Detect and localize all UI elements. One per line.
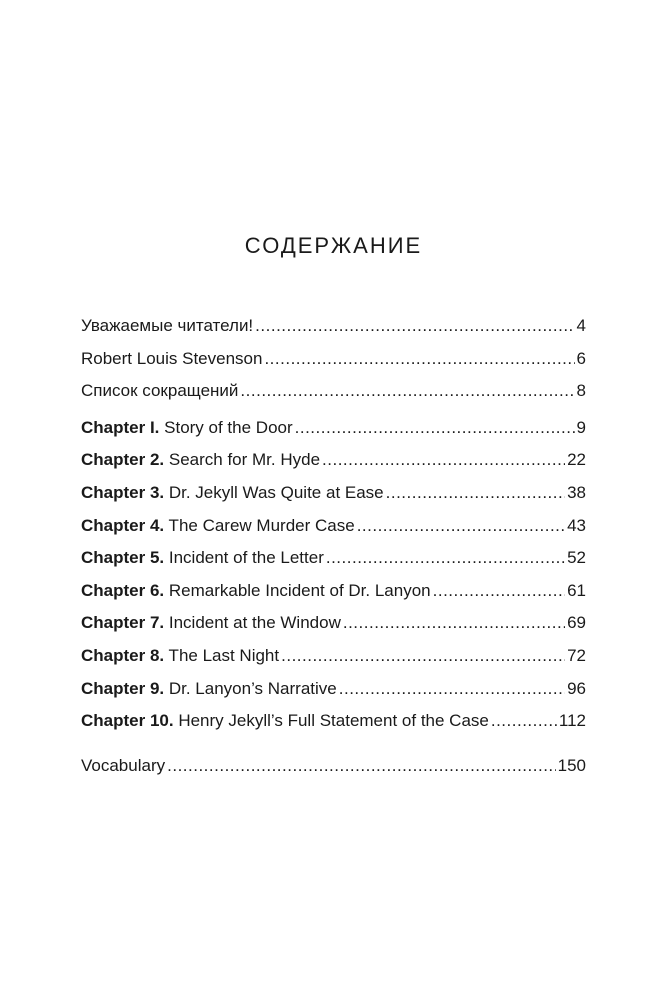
- page-number: 72: [567, 645, 586, 665]
- toc-entry-text: [81, 417, 293, 439]
- page-number: 38: [567, 482, 586, 502]
- toc-entry: [81, 348, 586, 381]
- dot-leader: [167, 755, 556, 777]
- toc-entry-text: [81, 645, 279, 667]
- toc-entry-text: [81, 612, 341, 634]
- entry-title: Dr. Lanyon’s Narrative: [164, 678, 337, 698]
- toc-entry: [81, 678, 586, 711]
- dot-leader: [343, 612, 565, 634]
- dot-leader: [433, 580, 565, 602]
- toc-entry: [81, 515, 586, 548]
- toc-entry-text: [81, 755, 165, 777]
- toc-entry: [81, 380, 586, 413]
- entry-title: Vocabulary: [81, 755, 166, 775]
- dot-leader: [357, 515, 565, 537]
- chapter-label: Chapter 3.: [81, 482, 165, 502]
- dot-leader: [255, 315, 574, 337]
- toc-entry: [81, 710, 586, 743]
- toc-entry: [81, 755, 586, 788]
- entry-title: The Carew Murder Case: [164, 515, 355, 535]
- dot-leader: [339, 678, 565, 700]
- page-number: 61: [567, 580, 586, 600]
- chapter-label: Chapter 4.: [81, 515, 165, 535]
- chapter-label: Chapter 7.: [81, 613, 165, 633]
- entry-title: Search for Mr. Hyde: [164, 450, 321, 470]
- toc-title: СОДЕРЖАНИЕ: [244, 233, 423, 258]
- entry-title: Henry Jekyll’s Full Statement of the Case: [173, 711, 489, 731]
- chapter-label: Chapter 5.: [81, 548, 165, 568]
- toc-entry-text: [81, 348, 262, 370]
- page-number: 96: [567, 678, 586, 698]
- toc-entry-text: [81, 547, 324, 569]
- toc-list: [81, 315, 586, 787]
- toc-entry-text: [81, 380, 238, 402]
- toc-entry: [81, 482, 586, 515]
- toc-entry: [81, 645, 586, 678]
- entry-title: Robert Louis Stevenson: [81, 348, 263, 368]
- toc-entry-text: [81, 515, 355, 537]
- page-number: 150: [557, 755, 586, 775]
- dot-leader: [264, 348, 574, 370]
- toc-entry-text: [81, 580, 431, 602]
- chapter-label: Chapter 10.: [81, 711, 174, 731]
- entry-title: Список сокращений: [81, 381, 239, 401]
- toc-entry: [81, 417, 586, 450]
- chapter-label: Chapter 6.: [81, 580, 165, 600]
- entry-title: Incident of the Letter: [164, 548, 324, 568]
- dot-leader: [281, 645, 565, 667]
- chapter-label: Chapter 8.: [81, 645, 165, 665]
- page-number: 9: [576, 417, 586, 437]
- chapter-label: Chapter 2.: [81, 450, 165, 470]
- dot-leader: [491, 710, 557, 732]
- entry-title: Уважаемые читатели!: [81, 316, 254, 335]
- dot-leader: [240, 380, 574, 402]
- chapter-label: Chapter 9.: [81, 678, 165, 698]
- toc-entry-text: [81, 482, 384, 504]
- dot-leader: [386, 482, 565, 504]
- entry-title: Incident at the Window: [164, 613, 341, 633]
- page-number: 43: [567, 515, 586, 535]
- toc-entry-text: [81, 315, 253, 337]
- toc-entry: [81, 547, 586, 580]
- toc-entry: [81, 580, 586, 613]
- page-number: 112: [558, 711, 586, 731]
- toc-entry: [81, 315, 586, 348]
- page-number: 6: [576, 348, 586, 368]
- page-number: 8: [576, 381, 586, 401]
- toc-entry-text: [81, 678, 337, 700]
- dot-leader: [326, 547, 565, 569]
- chapter-label: Chapter I.: [81, 417, 160, 437]
- toc-entry-text: [81, 449, 320, 471]
- dot-leader: [295, 417, 575, 439]
- toc-entry-text: [81, 710, 489, 732]
- page-number: 52: [567, 548, 586, 568]
- entry-title: The Last Night: [164, 645, 280, 665]
- page-number: 4: [576, 316, 586, 335]
- toc-entry: [81, 449, 586, 482]
- entry-title: Story of the Door: [159, 417, 293, 437]
- toc-entry: [81, 612, 586, 645]
- entry-title: Dr. Jekyll Was Quite at Ease: [164, 482, 384, 502]
- page-number: 22: [567, 450, 586, 470]
- page-number: 69: [567, 613, 586, 633]
- dot-leader: [322, 449, 565, 471]
- entry-title: Remarkable Incident of Dr. Lanyon: [164, 580, 431, 600]
